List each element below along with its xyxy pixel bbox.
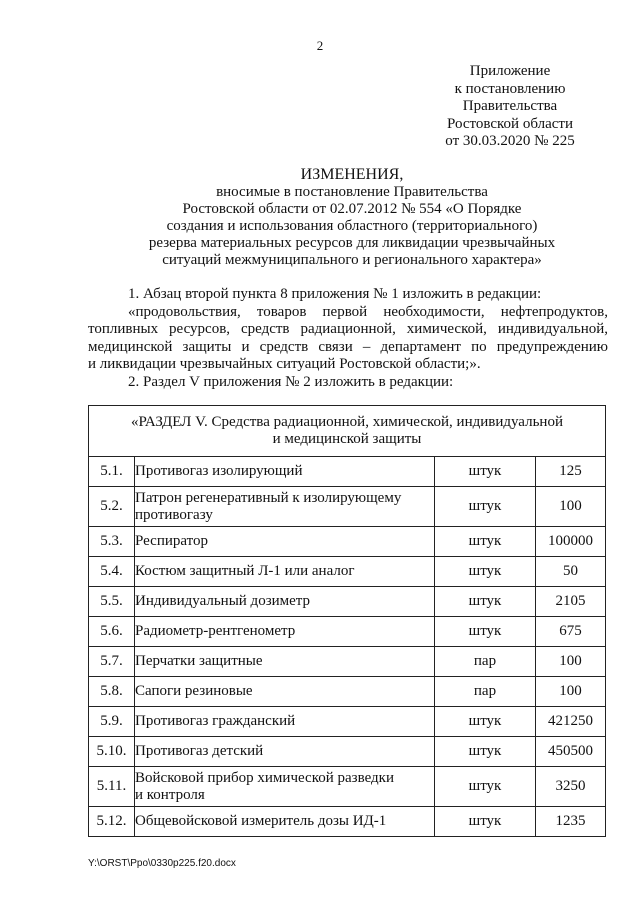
item-unit: штук: [435, 737, 536, 767]
item-quantity: 100: [536, 647, 606, 677]
item-name-line: Радиометр-рентгенометр: [135, 623, 296, 639]
table-row: [89, 767, 606, 807]
row-number: 5.12.: [89, 807, 135, 837]
section-header-row: [89, 406, 606, 457]
row-number: 5.6.: [89, 617, 135, 647]
item-name-line: Противогаз изолирующий: [135, 463, 303, 479]
row-number: 5.11.: [89, 767, 135, 807]
item-name: [135, 767, 435, 807]
appendix-line: к постановлению: [454, 80, 566, 97]
item-name-line: противогазу: [135, 506, 213, 523]
table-row: [89, 557, 606, 587]
item-quantity: 100000: [536, 527, 606, 557]
item-unit: штук: [435, 617, 536, 647]
item-name-line: Костюм защитный Л-1 или аналог: [135, 563, 355, 579]
item-name-line: Противогаз детский: [135, 743, 264, 759]
paragraph-2-line: и ликвидации чрезвычайных ситуаций Ростовской области;».: [88, 356, 481, 372]
item-name: [135, 487, 435, 527]
table-row: [89, 737, 606, 767]
item-unit: пар: [435, 677, 536, 707]
row-number: 5.1.: [89, 457, 135, 487]
item-name: [135, 617, 435, 647]
item-name: [135, 807, 435, 837]
item-name-line: Общевойсковой измеритель дозы ИД-1: [135, 813, 387, 829]
item-name: [135, 527, 435, 557]
document-title: [100, 166, 604, 269]
row-number: 5.5.: [89, 587, 135, 617]
paragraph-1: 1. Абзац второй пункта 8 приложения № 1 изложить в редакции:: [128, 286, 542, 302]
item-name-line: Индивидуальный дозиметр: [135, 593, 311, 609]
item-name: [135, 677, 435, 707]
table-row: [89, 587, 606, 617]
title-line: создания и использования областного (территориального): [166, 218, 538, 234]
item-quantity: 100: [536, 677, 606, 707]
body-text: [88, 286, 608, 391]
page-number: 2: [316, 38, 324, 53]
title-line: Ростовской области от 02.07.2012 № 554 «О Порядке: [182, 201, 522, 217]
item-name-line: Респиратор: [135, 533, 209, 549]
item-quantity: 450500: [536, 737, 606, 767]
appendix-line: Приложение: [469, 63, 551, 79]
table-row: [89, 527, 606, 557]
row-number: 5.8.: [89, 677, 135, 707]
item-quantity: 421250: [536, 707, 606, 737]
paragraph-2-line: топливных ресурсов, средств радиационной, химической, индивидуальной,: [88, 321, 608, 337]
row-number: 5.2.: [89, 487, 135, 527]
title-heading: ИЗМЕНЕНИЯ,: [300, 166, 404, 183]
paragraph-2: [88, 304, 608, 374]
row-number: 5.4.: [89, 557, 135, 587]
item-name-line: Сапоги резиновые: [135, 683, 253, 699]
resources-table: [88, 405, 606, 837]
item-name: [135, 647, 435, 677]
item-quantity: 3250: [536, 767, 606, 807]
item-unit: штук: [435, 707, 536, 737]
item-name: [135, 457, 435, 487]
item-quantity: 675: [536, 617, 606, 647]
item-quantity: 1235: [536, 807, 606, 837]
appendix-line: Ростовской области: [447, 115, 573, 132]
section-title-line: и медицинской защиты: [272, 431, 422, 447]
item-unit: штук: [435, 807, 536, 837]
paragraph-3: 2. Раздел V приложения № 2 изложить в редакции:: [128, 373, 454, 390]
appendix-line: от 30.03.2020 № 225: [445, 133, 575, 149]
table-row: [89, 487, 606, 527]
title-line: ситуаций межмуниципального и регионального характера»: [162, 252, 542, 268]
section-title-line: «РАЗДЕЛ V. Средства радиационной, химической, индивидуальной: [131, 414, 563, 430]
table-row: [89, 457, 606, 487]
table-row: [89, 617, 606, 647]
file-path-footer: Y:\ORST\Ppo\0330p225.f20.docx: [88, 858, 236, 869]
appendix-block: [420, 63, 600, 151]
title-line: вносимые в постановление Правительства: [216, 184, 488, 200]
item-name: [135, 557, 435, 587]
item-name: [135, 587, 435, 617]
item-unit: штук: [435, 767, 536, 807]
table-row: [89, 677, 606, 707]
item-name-line: Войсковой прибор химической разведки: [135, 769, 394, 786]
paragraph-2-line: «продовольствия, товаров первой необходимости, нефтепродуктов,: [128, 303, 608, 320]
section-title: [89, 406, 606, 457]
item-unit: штук: [435, 487, 536, 527]
item-unit: пар: [435, 647, 536, 677]
item-unit: штук: [435, 527, 536, 557]
row-number: 5.10.: [89, 737, 135, 767]
table-row: [89, 647, 606, 677]
item-name-line: Патрон регенеративный к изолирующему: [135, 489, 402, 506]
item-name-line: и контроля: [135, 786, 205, 803]
title-line: резерва материальных ресурсов для ликвидации чрезвычайных: [148, 235, 556, 251]
item-name: [135, 737, 435, 767]
item-quantity: 50: [536, 557, 606, 587]
item-quantity: 125: [536, 457, 606, 487]
table-row: [89, 707, 606, 737]
row-number: 5.9.: [89, 707, 135, 737]
item-quantity: 2105: [536, 587, 606, 617]
item-unit: штук: [435, 557, 536, 587]
row-number: 5.3.: [89, 527, 135, 557]
appendix-line: Правительства: [462, 98, 558, 114]
item-name-line: Перчатки защитные: [135, 653, 263, 669]
item-unit: штук: [435, 457, 536, 487]
item-unit: штук: [435, 587, 536, 617]
paragraph-2-line: медицинской защиты и средств связи – департамент по предупреждению: [88, 338, 608, 355]
item-quantity: 100: [536, 487, 606, 527]
item-name-line: Противогаз гражданский: [135, 713, 296, 729]
item-name: [135, 707, 435, 737]
row-number: 5.7.: [89, 647, 135, 677]
table-row: [89, 807, 606, 837]
